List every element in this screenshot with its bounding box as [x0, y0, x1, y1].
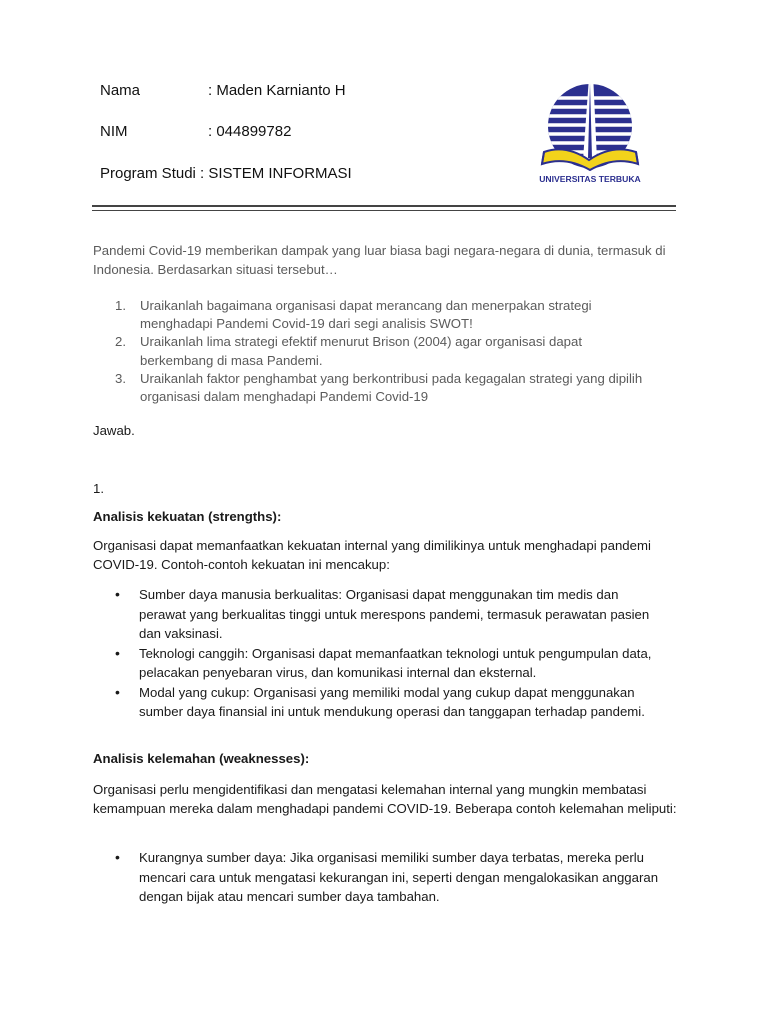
- question-list: [93, 297, 653, 406]
- answer-number: 1.: [93, 481, 104, 496]
- strengths-intro: Organisasi dapat memanfaatkan kekuatan internal yang dimilikinya untuk menghadapi pandemi COVID-19. Contoh-contoh kekuatan ini mencakup:: [93, 538, 651, 572]
- prodi-value: : SISTEM INFORMASI: [200, 165, 352, 182]
- question-number: 1.: [115, 298, 126, 313]
- universitas-terbuka-logo: [534, 80, 646, 190]
- logo-text: UNIVERSITAS TERBUKA: [539, 174, 641, 184]
- prodi-label: Program Studi: [100, 165, 196, 182]
- header-divider-thin: [92, 210, 676, 211]
- weaknesses-list: [93, 848, 668, 907]
- list-item-text: Sumber daya manusia berkualitas: Organisasi dapat menggunakan tim medis dan perawat yang berkualitas tinggi untuk merespons pandemi, termasuk perawatan pasien dan vaksinasi.: [139, 587, 650, 641]
- nim-row: [100, 123, 291, 140]
- question-item: [93, 333, 653, 369]
- bullet-icon: •: [115, 683, 120, 700]
- jawab-label: Jawab.: [93, 423, 135, 438]
- strengths-list: [93, 585, 668, 722]
- nim-label: NIM: [100, 123, 128, 140]
- list-item-text: Kurangnya sumber daya: Jika organisasi memiliki sumber daya terbatas, mereka perlu mencari cara untuk mengatasi kekurangan ini, seperti dengan mengalokasikan anggaran dengan bijak atau mencari sumber daya tambahan.: [139, 850, 659, 904]
- bullet-icon: •: [115, 644, 120, 661]
- question-text: Uraikanlah faktor penghambat yang berkontribusi pada kegagalan strategi yang dipilih organisasi dalam menghadapi Pandemi Covid-19: [140, 370, 643, 405]
- nama-label: Nama: [100, 82, 141, 99]
- list-item: [93, 644, 668, 683]
- prodi-row: [100, 165, 352, 182]
- bullet-icon: •: [115, 849, 120, 865]
- list-item: [93, 585, 668, 644]
- question-number: 3.: [115, 370, 126, 386]
- question-item: [93, 370, 653, 406]
- nama-value: : Maden Karnianto H: [208, 82, 346, 99]
- weaknesses-heading: Analisis kelemahan (weaknesses):: [93, 751, 310, 766]
- question-text: Uraikanlah lima strategi efektif menurut Brison (2004) agar organisasi dapat berkembang di masa Pandemi.: [140, 334, 583, 368]
- weaknesses-intro: Organisasi perlu mengidentifikasi dan mengatasi kelemahan internal yang mungkin membatasi kemampuan mereka dalam menghadapi pandemi COVID-19. Beberapa contoh kelemahan meliputi:: [93, 782, 677, 816]
- list-item-text: Teknologi canggih: Organisasi dapat memanfaatkan teknologi untuk pengumpulan data, pelacakan penyebaran virus, dan komunikasi internal dan eksternal.: [139, 645, 652, 680]
- nim-value: : 044899782: [208, 123, 292, 140]
- nama-row: [100, 82, 346, 99]
- bullet-icon: •: [115, 586, 120, 602]
- question-text: Uraikanlah bagaimana organisasi dapat merancang dan menerpakan strategi menghadapi Pandemi Covid-19 dari segi analisis SWOT!: [140, 298, 592, 332]
- intro-paragraph: Pandemi Covid-19 memberikan dampak yang luar biasa bagi negara-negara di dunia, termasuk di Indonesia. Berdasarkan situasi tersebut…: [93, 243, 666, 277]
- question-number: 2.: [115, 334, 126, 350]
- question-item: [93, 297, 653, 333]
- list-item-text: Modal yang cukup: Organisasi yang memiliki modal yang cukup dapat menggunakan sumber daya finansial ini untuk mendukung operasi dan tanggapan terhadap pandemi.: [139, 684, 645, 719]
- strengths-heading: Analisis kekuatan (strengths):: [93, 509, 282, 524]
- list-item: [93, 848, 668, 907]
- list-item: [93, 683, 668, 722]
- header-divider-thick: [92, 205, 676, 207]
